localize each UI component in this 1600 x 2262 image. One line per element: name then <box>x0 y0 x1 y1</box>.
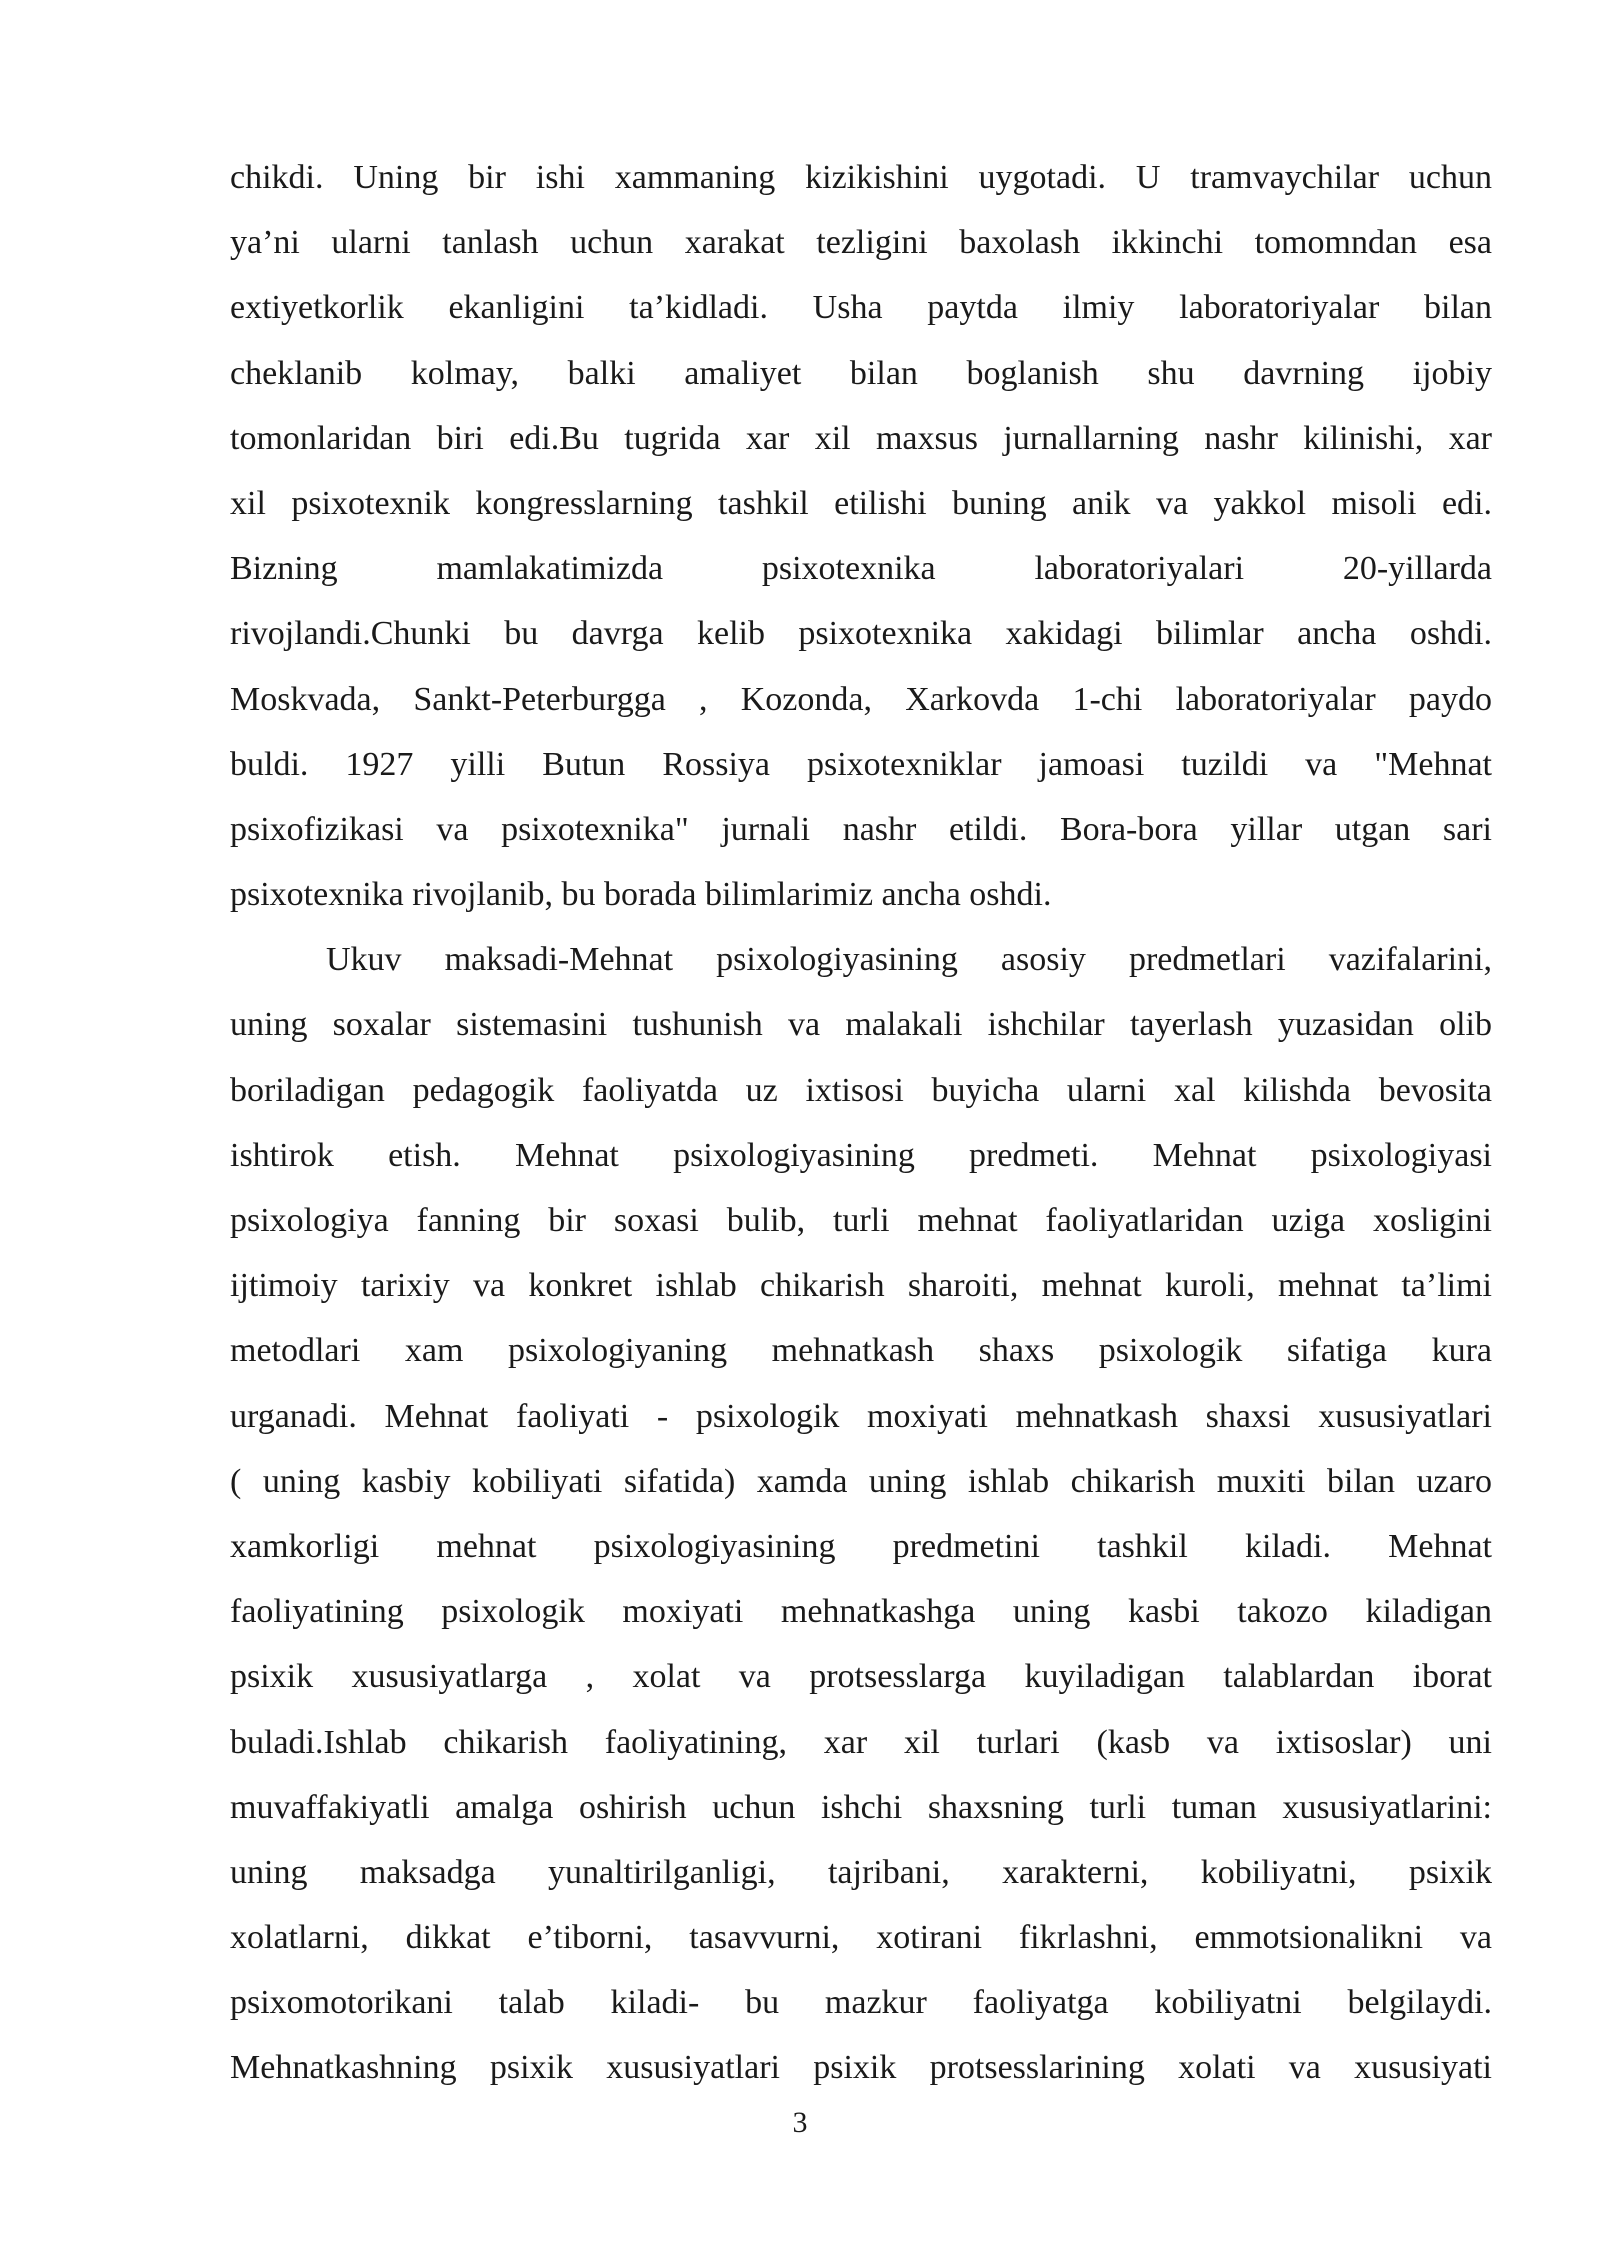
text-line: buladi.Ishlab chikarish faoliyatining, xar xil turlari (kasb va ixtisoslar) uni <box>230 1723 1492 1761</box>
text-line: cheklanib kolmay, balki amaliyet bilan boglanish shu davrning ijobiy <box>230 354 1492 392</box>
text-line: ijtimoiy tarixiy va konkret ishlab chikarish sharoiti, mehnat kuroli, mehnat ta’limi <box>230 1267 1492 1305</box>
text-line: psixofizikasi va psixotexnika" jurnali nashr etildi. Bora-bora yillar utgan sari <box>230 810 1492 848</box>
text-line: Mehnatkashning psixik xususiyatlari psixik protsesslarining xolati va xususiyati <box>230 2049 1492 2087</box>
text-line: uning soxalar sistemasini tushunish va malakali ishchilar tayerlash yuzasidan olib <box>230 1006 1492 1044</box>
text-line: xil psixotexnik kongresslarning tashkil etilishi buning anik va yakkol misoli edi. <box>230 484 1492 522</box>
text-line: psixologiya fanning bir soxasi bulib, turli mehnat faoliyatlaridan uziga xosligini <box>230 1202 1492 1239</box>
text-line: ( uning kasbiy kobiliyati sifatida) xamda uning ishlab chikarish muxiti bilan uzaro <box>230 1462 1492 1500</box>
text-line: urganadi. Mehnat faoliyati - psixologik moxiyati mehnatkash shaxsi xususiyatlari <box>230 1397 1492 1435</box>
text-line: xolatlarni, dikkat e’tiborni, tasavvurni, xotirani fikrlashni, emmotsionalikni va <box>230 1919 1492 1957</box>
text-line: uning maksadga yunaltirilganligi, tajribani, xarakterni, kobiliyatni, psixik <box>230 1853 1492 1891</box>
body-text <box>230 145 1492 2101</box>
text-line: Moskvada, Sankt-Peterburgga , Kozonda, Xarkovda 1-chi laboratoriyalar paydo <box>230 680 1492 718</box>
text-line: rivojlandi.Chunki bu davrga kelib psixotexnika xakidagi bilimlar ancha oshdi. <box>230 615 1492 653</box>
text-line: buldi. 1927 yilli Butun Rossiya psixotexniklar jamoasi tuzildi va "Mehnat <box>230 745 1492 783</box>
text-line: chikdi. Uning bir ishi xammaning kizikishini uygotadi. U tramvaychilar uchun <box>230 159 1492 196</box>
page-number: 3 <box>792 2106 808 2139</box>
text-line: metodlari xam psixologiyaning mehnatkash shaxs psixologik sifatiga kura <box>230 1332 1492 1370</box>
text-line: ya’ni ularni tanlash uchun xarakat tezligini baxolash ikkinchi tomomndan esa <box>230 224 1492 262</box>
text-line: ishtirok etish. Mehnat psixologiyasining predmeti. Mehnat psixologiyasi <box>230 1136 1492 1174</box>
text-line: psixik xususiyatlarga , xolat va protsesslarga kuyiladigan talablardan iborat <box>230 1658 1492 1696</box>
text-line: xamkorligi mehnat psixologiyasining predmetini tashkil kiladi. Mehnat <box>230 1527 1492 1565</box>
text-line: faoliyatining psixologik moxiyati mehnatkashga uning kasbi takozo kiladigan <box>230 1593 1492 1631</box>
text-line: extiyetkorlik ekanligini ta’kidladi. Usha paytda ilmiy laboratoriyalar bilan <box>230 289 1492 327</box>
text-line: psixomotorikani talab kiladi- bu mazkur faoliyatga kobiliyatni belgilaydi. <box>230 1984 1492 2022</box>
text-line: muvaffakiyatli amalga oshirish uchun ishchi shaxsning turli tuman xususiyatlarini: <box>230 1788 1492 1826</box>
text-line: boriladigan pedagogik faoliyatda uz ixtisosi buyicha ularni xal kilishda bevosita <box>230 1071 1492 1109</box>
text-line: Bizning mamlakatimizda psixotexnika laboratoriyalari 20-yillarda <box>230 550 1492 588</box>
text-line: tomonlaridan biri edi.Bu tugrida xar xil maxsus jurnallarning nashr kilinishi, xar <box>230 419 1492 457</box>
text-line: psixotexnika rivojlanib, bu borada bilimlarimiz ancha oshdi. <box>230 876 1052 914</box>
text-line: Ukuv maksadi-Mehnat psixologiyasining asosiy predmetlari vazifalarini, <box>326 941 1492 979</box>
